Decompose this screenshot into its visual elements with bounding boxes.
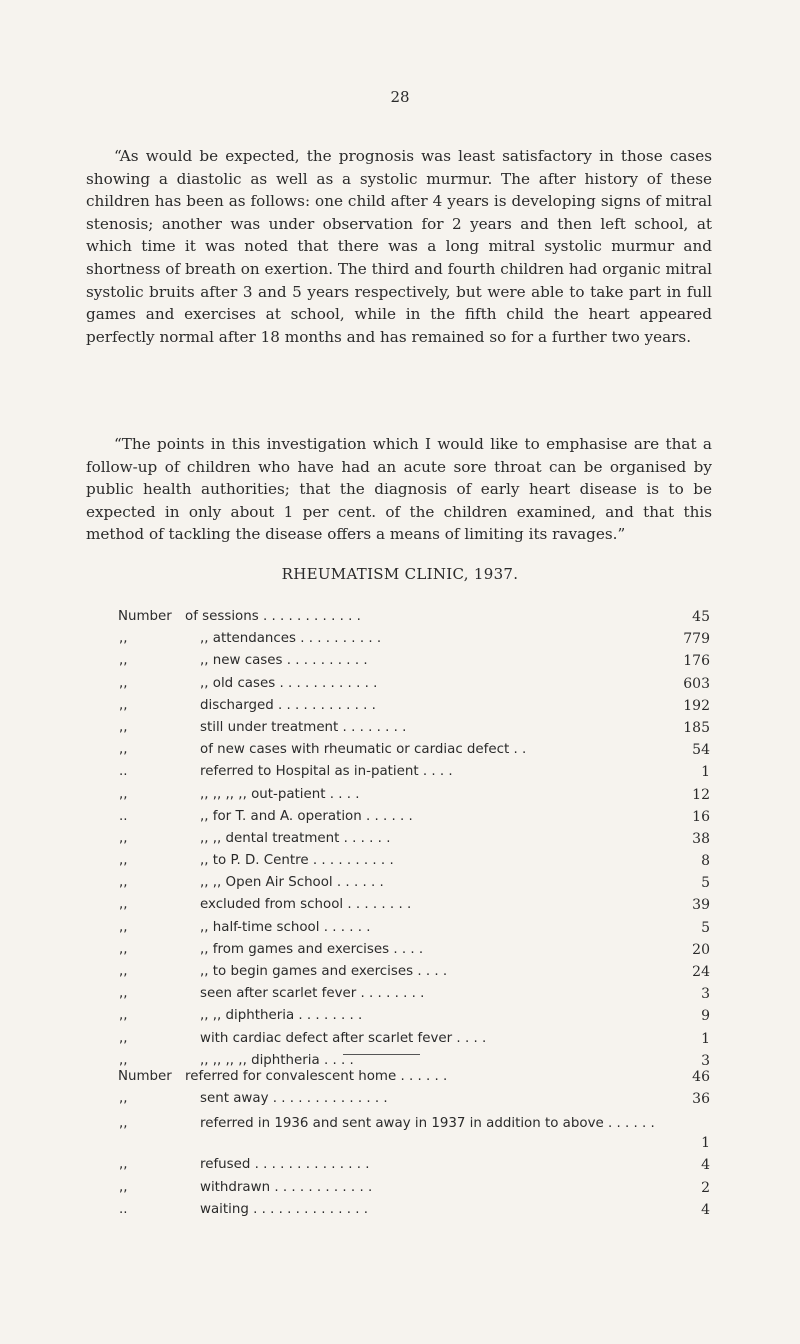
table-row xyxy=(0,964,800,986)
row-value: 185 xyxy=(683,719,710,736)
table-row xyxy=(0,1157,800,1179)
row-value: 192 xyxy=(683,697,710,714)
row-value: 3 xyxy=(701,1052,710,1069)
row-prefix: ,, xyxy=(119,675,128,691)
row-prefix: .. xyxy=(119,808,128,824)
convalescent-home-table xyxy=(0,1069,800,1224)
row-label: with cardiac defect after scarlet fever . . . . xyxy=(200,1030,487,1046)
row-prefix: ,, xyxy=(119,986,128,1002)
table-row xyxy=(0,764,800,786)
row-prefix: ,, xyxy=(119,875,128,891)
row-value: 5 xyxy=(701,919,710,936)
row-label: of sessions . . . . . . . . . . . . xyxy=(185,609,361,624)
row-value: 3 xyxy=(701,986,710,1003)
row-label: still under treatment . . . . . . . . xyxy=(200,719,407,735)
table-row xyxy=(0,609,800,631)
row-label: of new cases with rheumatic or cardiac defect . . xyxy=(200,742,527,758)
row-prefix: Number xyxy=(118,1069,172,1084)
row-label: ,, to P. D. Centre . . . . . . . . . . xyxy=(200,853,394,869)
table-row xyxy=(0,1031,800,1053)
table-row xyxy=(0,1202,800,1224)
row-value: 20 xyxy=(692,941,710,958)
table-row xyxy=(0,720,800,742)
table-row xyxy=(0,631,800,653)
row-value: 4 xyxy=(701,1157,710,1174)
row-prefix: ,, xyxy=(119,1052,128,1068)
row-prefix: ,, xyxy=(119,853,128,869)
row-prefix: ,, xyxy=(119,719,128,735)
row-value: 4 xyxy=(701,1201,710,1218)
row-value: 45 xyxy=(692,609,710,625)
table-row xyxy=(0,942,800,964)
row-label: excluded from school . . . . . . . . xyxy=(200,897,412,913)
row-value: 9 xyxy=(701,1008,710,1025)
table-row xyxy=(0,875,800,897)
row-label: ,, from games and exercises . . . . xyxy=(200,941,424,957)
row-label: waiting . . . . . . . . . . . . . . xyxy=(200,1201,369,1217)
row-prefix: ,, xyxy=(119,941,128,957)
table-row xyxy=(0,653,800,675)
row-prefix: ,, xyxy=(119,830,128,846)
clinic-statistics-table xyxy=(0,609,800,1075)
row-label: referred to Hospital as in-patient . . . . xyxy=(200,764,453,780)
row-prefix: ,, xyxy=(119,1008,128,1024)
row-label: ,, ,, Open Air School . . . . . . xyxy=(200,875,384,891)
row-prefix: ,, xyxy=(119,742,128,758)
row-value: 16 xyxy=(692,808,710,825)
row-prefix: ,, xyxy=(119,786,128,802)
row-value: 779 xyxy=(683,631,710,648)
row-value: 8 xyxy=(701,853,710,870)
table-row xyxy=(0,742,800,764)
row-prefix: ,, xyxy=(119,919,128,935)
page-number: 28 xyxy=(390,88,410,106)
row-label: seen after scarlet fever . . . . . . . . xyxy=(200,986,425,1002)
row-value: 12 xyxy=(692,786,710,803)
table-row xyxy=(0,920,800,942)
row-value: 36 xyxy=(692,1091,710,1108)
row-value: 603 xyxy=(683,675,710,692)
row-value: 5 xyxy=(701,875,710,892)
row-prefix: ,, xyxy=(119,1157,128,1173)
row-label: ,, ,, ,, ,, diphtheria . . . . xyxy=(200,1052,354,1068)
row-label: withdrawn . . . . . . . . . . . . xyxy=(200,1179,373,1195)
row-label: refused . . . . . . . . . . . . . . xyxy=(200,1157,370,1173)
row-value: 1 xyxy=(701,1030,710,1047)
row-label: ,, ,, diphtheria . . . . . . . . xyxy=(200,1008,363,1024)
row-value: 54 xyxy=(692,742,710,759)
row-prefix: ,, xyxy=(119,1179,128,1195)
row-prefix: ,, xyxy=(119,697,128,713)
section-heading: RHEUMATISM CLINIC, 1937. xyxy=(281,565,519,583)
row-value: 46 xyxy=(692,1069,710,1085)
row-prefix: ,, xyxy=(119,1030,128,1046)
row-label: sent away . . . . . . . . . . . . . . xyxy=(200,1091,388,1107)
row-label: referred in 1936 and sent away in 1937 in addition to above . . . . . . xyxy=(200,1116,655,1132)
table-row xyxy=(0,986,800,1008)
row-value: 2 xyxy=(701,1179,710,1196)
paragraph-prognosis: “As would be expected, the prognosis was least satisfactory in those cases showing a diastolic as well as a systolic murmur. The after history of these children has been as follows: one child after 4 years is developing signs of mitral stenosis; another was under observation for 2 years and then left school, at which time it was noted that there was a long mitral systolic murmur and shortness of breath on exertion. The third and fourth children had organic mitral systolic bruits after 3 and 5 years respectively, but were able to take part in full games and exercises at school, while in the fifth child the heart appeared perfectly normal after 18 months and has remained so for a further two years. xyxy=(86,147,712,346)
row-prefix: ,, xyxy=(119,1116,128,1132)
table-row xyxy=(0,853,800,875)
paragraph-conclusions: “The points in this investigation which I would like to emphasise are that a follow-up of children who have had an acute sore throat can be organised by public health authorities; that the diagnosis of early heart disease is to be expected in only about 1 per cent. of the children examined, and that this method of tackling the disease offers a means of limiting its ravages.” xyxy=(86,435,712,544)
row-label: ,, old cases . . . . . . . . . . . . xyxy=(200,675,378,691)
row-label: ,, half-time school . . . . . . xyxy=(200,919,371,935)
row-prefix: .. xyxy=(119,1201,128,1217)
table-row xyxy=(0,1008,800,1030)
row-value: 24 xyxy=(692,964,710,980)
section-divider xyxy=(343,1054,420,1055)
row-value: 39 xyxy=(692,897,710,914)
row-value: 1 xyxy=(701,1135,710,1152)
row-prefix: ,, xyxy=(119,631,128,647)
table-row xyxy=(0,1091,800,1113)
table-row xyxy=(0,809,800,831)
row-label: ,, ,, dental treatment . . . . . . xyxy=(200,830,391,846)
row-label: ,, for T. and A. operation . . . . . . xyxy=(200,808,413,824)
row-label: ,, to begin games and exercises . . . . xyxy=(200,964,448,979)
table-row xyxy=(0,1113,800,1157)
row-label: ,, attendances . . . . . . . . . . xyxy=(200,631,382,647)
row-label: referred for convalescent home . . . . . . xyxy=(185,1069,448,1084)
table-row xyxy=(0,698,800,720)
row-prefix: ,, xyxy=(119,897,128,913)
row-prefix: ,, xyxy=(119,964,128,979)
row-prefix: ,, xyxy=(119,653,128,669)
table-row xyxy=(0,1069,800,1091)
table-row xyxy=(0,831,800,853)
table-row xyxy=(0,1180,800,1202)
table-row xyxy=(0,676,800,698)
row-value: 1 xyxy=(701,764,710,781)
row-value: 176 xyxy=(683,653,710,670)
row-prefix: Number xyxy=(118,609,172,624)
table-row xyxy=(0,897,800,919)
row-prefix: .. xyxy=(119,764,128,780)
row-label: ,, ,, ,, ,, out-patient . . . . xyxy=(200,786,360,802)
row-value: 38 xyxy=(692,830,710,847)
row-prefix: ,, xyxy=(119,1091,128,1107)
row-label: ,, new cases . . . . . . . . . . xyxy=(200,653,368,669)
table-row xyxy=(0,787,800,809)
row-label: discharged . . . . . . . . . . . . xyxy=(200,697,376,713)
